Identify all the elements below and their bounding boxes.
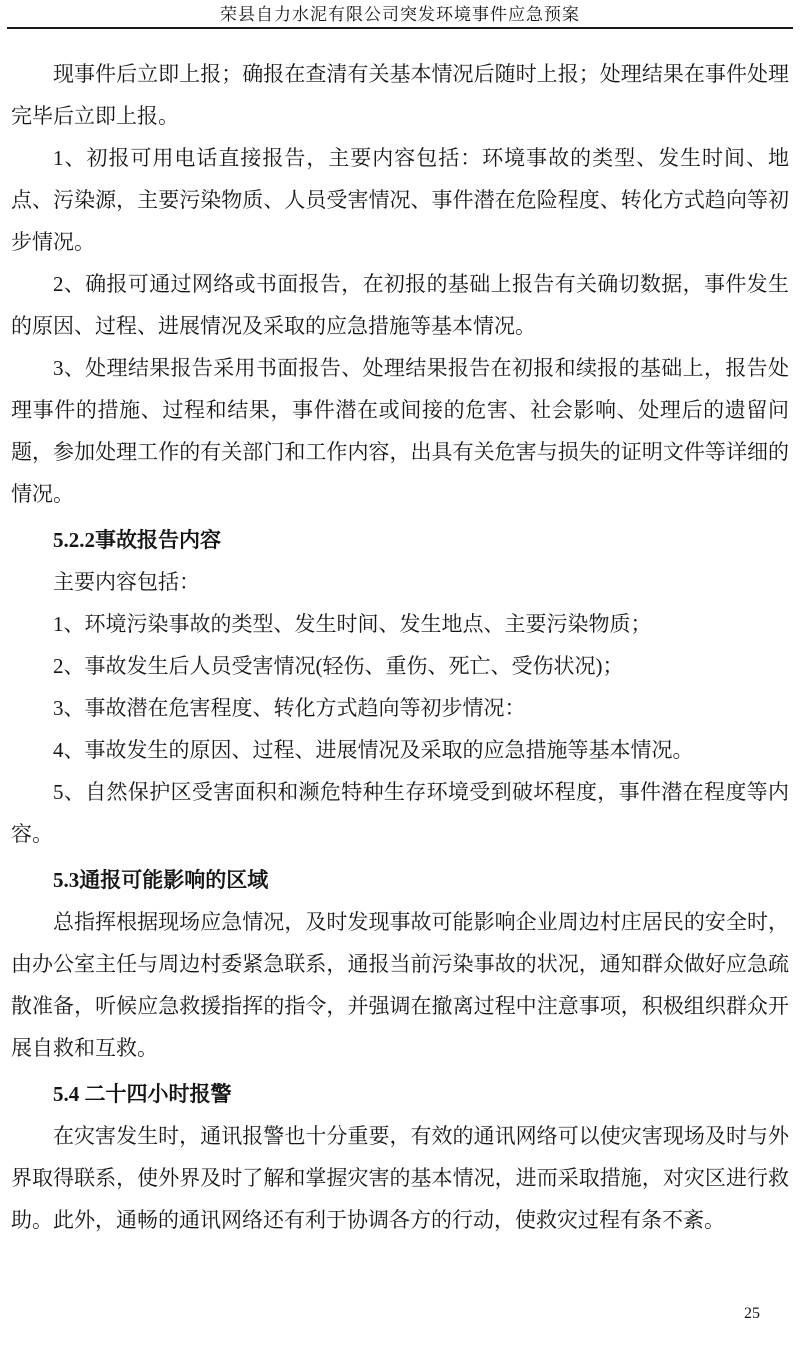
- list-item-522-2: 2、事故发生后人员受害情况(轻伤、重伤、死亡、受伤状况)；: [53, 654, 624, 678]
- document-header-title: 荣县自力水泥有限公司突发环境事件应急预案: [220, 5, 580, 24]
- page-number: 25: [744, 1305, 760, 1322]
- paragraph-54-body: 在灾害发生时，通讯报警也十分重要，有效的通讯网络可以使灾害现场及时与外界取得联系，使外界及时了解和掌握灾害的基本情况，进而采取措施，对灾区进行救助。此外，通畅的通讯网络还有利于协调各方的行动，使救灾过程有条不紊。: [11, 1124, 789, 1232]
- paragraph-report-method-3: 3、处理结果报告采用书面报告、处理结果报告在初报和续报的基础上，报告处理事件的措施、过程和结果，事件潜在或间接的危害、社会影响、处理后的遗留问题，参加处理工作的有关部门和工作内容，出具有关危害与损失的证明文件等详细的情况。: [11, 356, 789, 506]
- list-item-522-5: 5、自然保护区受害面积和濒危特种生存环境受到破坏程度，事件潜在程度等内容。: [11, 780, 789, 846]
- section-heading-5-3: 5.3通报可能影响的区域: [53, 868, 269, 892]
- list-item-522-1: 1、环境污染事故的类型、发生时间、发生地点、主要污染物质；: [53, 612, 652, 636]
- section-heading-5-2-2: 5.2.2事故报告内容: [53, 528, 221, 552]
- document-body: [0, 29, 800, 1241]
- section-heading-5-4: 5.4 二十四小时报警: [53, 1082, 232, 1106]
- paragraph-intro-continuation: 现事件后立即上报；确报在查清有关基本情况后随时上报；处理结果在事件处理完毕后立即上报。: [11, 62, 789, 128]
- paragraph-report-method-2: 2、确报可通过网络或书面报告，在初报的基础上报告有关确切数据，事件发生的原因、过程、进展情况及采取的应急措施等基本情况。: [11, 272, 789, 338]
- list-item-522-3: 3、事故潜在危害程度、转化方式趋向等初步情况：: [53, 696, 526, 720]
- paragraph-522-lead: 主要内容包括：: [53, 570, 200, 594]
- list-item-522-4: 4、事故发生的原因、过程、进展情况及采取的应急措施等基本情况。: [53, 738, 694, 762]
- paragraph-53-body: 总指挥根据现场应急情况，及时发现事故可能影响企业周边村庄居民的安全时，由办公室主任与周边村委紧急联系，通报当前污染事故的状况，通知群众做好应急疏散准备，听候应急救援指挥的指令，并强调在撤离过程中注意事项，积极组织群众开展自救和互救。: [11, 910, 789, 1060]
- paragraph-report-method-1: 1、初报可用电话直接报告，主要内容包括：环境事故的类型、发生时间、地点、污染源，主要污染物质、人员受害情况、事件潜在危险程度、转化方式趋向等初步情况。: [11, 146, 789, 254]
